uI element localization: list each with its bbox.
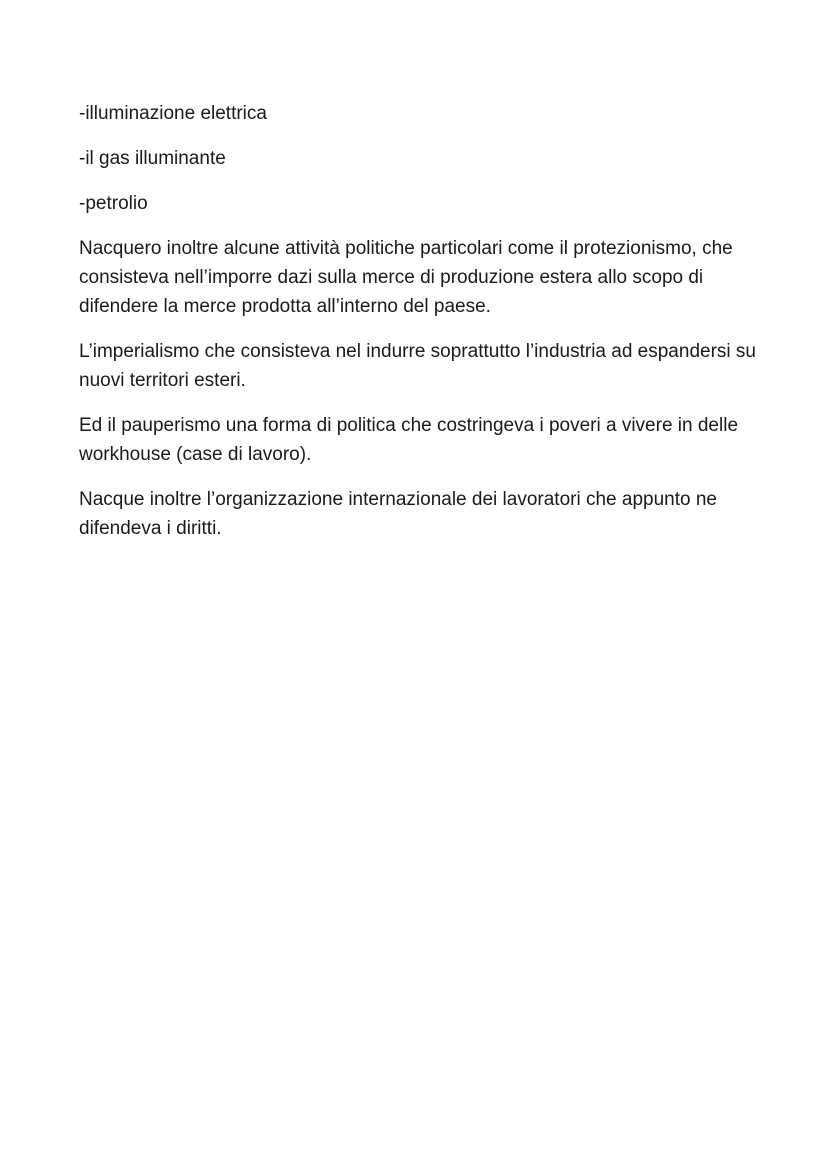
paragraph-workers-international: Nacque inoltre l’organizzazione internazionale dei lavoratori che appunto ne difendeva i diritti. [79, 489, 717, 539]
document-body [79, 99, 759, 559]
list-item-lighting-gas: -il gas illuminante [79, 148, 226, 169]
paragraph-imperialism: L’imperialismo che consisteva nel indurre soprattutto l’industria ad espandersi su nuovi territori esteri. [79, 341, 756, 391]
list-item-electric-lighting: -illuminazione elettrica [79, 103, 267, 124]
paragraph-protectionism: Nacquero inoltre alcune attività politiche particolari come il protezionismo, che consisteva nell’imporre dazi sulla merce di produzione estera allo scopo di difendere la merce prodotta all’interno del paese. [79, 238, 733, 317]
paragraph-pauperism: Ed il pauperismo una forma di politica che costringeva i poveri a vivere in delle workhouse (case di lavoro). [79, 415, 739, 465]
list-item-petroleum: -petrolio [79, 193, 148, 214]
